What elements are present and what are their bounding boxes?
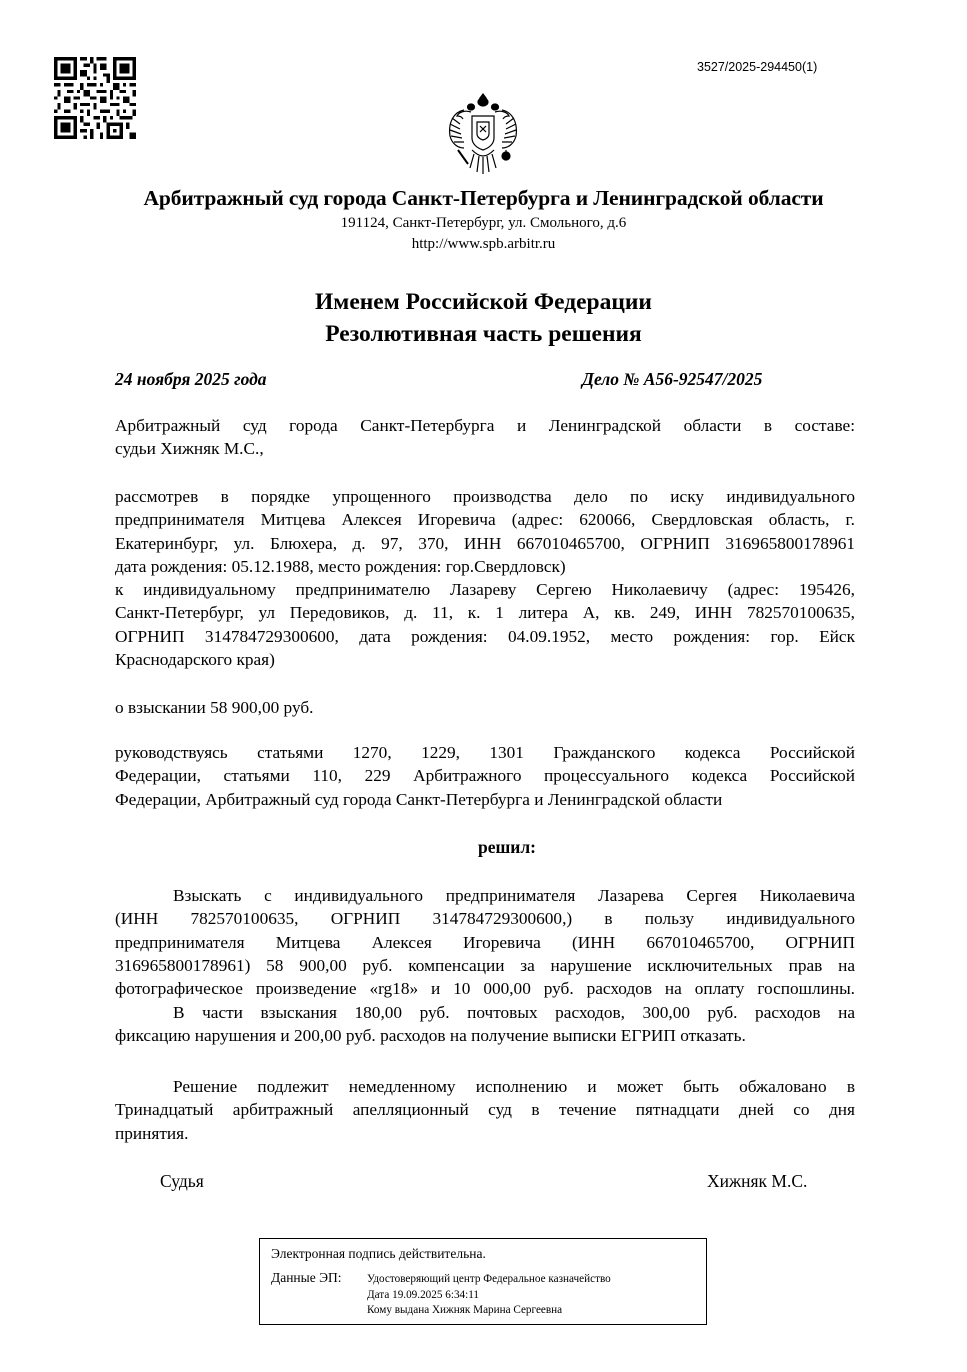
text-line: Взыскать с индивидуального предпринимателя Лазарева Сергея Николаевича: [173, 886, 855, 905]
case-number: Дело № А56-92547/2025: [582, 369, 763, 389]
text-line: В части взыскания 180,00 руб. почтовых расходов, 300,00 руб. расходов на: [173, 1003, 855, 1022]
signature-issuer: Удостоверяющий центр Федеральное казначейство: [367, 1273, 611, 1285]
text-line: ОГРНИП 314784729300600, дата рождения: 04.09.1952, место рождения: гор. Ейск: [115, 626, 855, 646]
text-line: рассмотрев в порядке упрощенного производства дело по иску индивидуального: [115, 487, 855, 506]
decision-date: 24 ноября 2025 года: [115, 369, 267, 389]
text-line: Решение подлежит немедленному исполнению и может быть обжаловано в: [173, 1077, 855, 1096]
text-line: Краснодарского края): [115, 650, 275, 670]
decided-heading: решил:: [477, 837, 536, 857]
court-website-link[interactable]: http://www.spb.arbitr.ru: [411, 236, 556, 252]
text-line: Федерации, статьями 110, 229 Арбитражного процессуального кодекса Российской: [115, 766, 855, 786]
signature-date: Дата 19.09.2025 6:34:11: [367, 1288, 480, 1301]
signature-issued-to: Кому выдана Хижняк Марина Сергеевна: [367, 1304, 563, 1316]
text-line: (ИНН 782570100635, ОГРНИП 314784729300600,) в пользу индивидуального: [115, 909, 855, 929]
court-composition: [115, 414, 855, 461]
judge-name: Хижняк М.С.: [707, 1171, 808, 1191]
title-resolution: Резолютивная часть решения: [325, 321, 642, 347]
text-line: о взыскании 58 900,00 руб.: [115, 698, 314, 717]
appeal-paragraph: [115, 1075, 855, 1145]
judge-label: Судья: [160, 1171, 204, 1191]
text-line: Тринадцатый арбитражный апелляционный суд в течение пятнадцати дней со дня: [115, 1100, 855, 1120]
text-line: дата рождения: 05.12.1988, место рождения: гор.Свердловск): [115, 556, 566, 576]
parties-paragraph: [115, 485, 855, 671]
signature-data-label: Данные ЭП:: [271, 1270, 342, 1285]
court-address: 191124, Санкт-Петербург, ул. Смольного, д.6: [340, 215, 627, 231]
signature-details: [367, 1272, 611, 1319]
text-line: 316965800178961) 58 900,00 руб. компенсации за нарушение исключительных прав на: [115, 955, 855, 975]
text-line: фиксацию нарушения и 200,00 руб. расходов на получение выписки ЕГРИП отказать.: [115, 1026, 746, 1046]
claim-paragraph: [115, 696, 855, 719]
text-line: Арбитражный суд города Санкт-Петербурга и Ленинградской области в составе:: [115, 416, 855, 435]
signature-status: Электронная подпись действительна.: [271, 1246, 486, 1261]
text-line: Федерации, Арбитражный суд города Санкт-Петербурга и Ленинградской области: [115, 789, 723, 809]
title-in-the-name: Именем Российской Федерации: [315, 289, 652, 315]
qr-code-icon: [54, 57, 136, 139]
coat-of-arms-icon: [444, 92, 522, 176]
text-line: предпринимателя Митцева Алексея Игоревича (ИНН 667010465700, ОГРНИП: [115, 932, 855, 952]
text-line: предпринимателя Митцева Алексея Игоревича (адрес: 620066, Свердловская область, г.: [115, 510, 855, 530]
electronic-signature-box: [259, 1238, 707, 1325]
text-line: судьи Хижняк М.С.,: [115, 439, 264, 459]
refusal-paragraph: [115, 1001, 855, 1048]
text-line: фотографическое произведение «rg18» и 10 000,00 руб. расходов на оплату госпошлины.: [115, 979, 855, 999]
text-line: Екатеринбург, ул. Блюхера, д. 97, 370, ИНН 667010465700, ОГРНИП 316965800178961: [115, 533, 855, 553]
grounds-paragraph: [115, 741, 855, 811]
text-line: Санкт-Петербург, ул Передовиков, д. 11, к. 1 литера А, кв. 249, ИНН 782570100635,: [115, 603, 855, 623]
text-line: принятия.: [115, 1123, 189, 1143]
court-name: Арбитражный суд города Санкт-Петербурга и Ленинградской области: [143, 186, 824, 210]
decision-paragraph: [115, 884, 855, 1000]
text-line: к индивидуальному предпринимателю Лазареву Сергею Николаевичу (адрес: 195426,: [115, 580, 855, 600]
document-id: 3527/2025-294450(1): [697, 60, 818, 74]
text-line: руководствуясь статьями 1270, 1229, 1301 Гражданского кодекса Российской: [115, 743, 855, 762]
